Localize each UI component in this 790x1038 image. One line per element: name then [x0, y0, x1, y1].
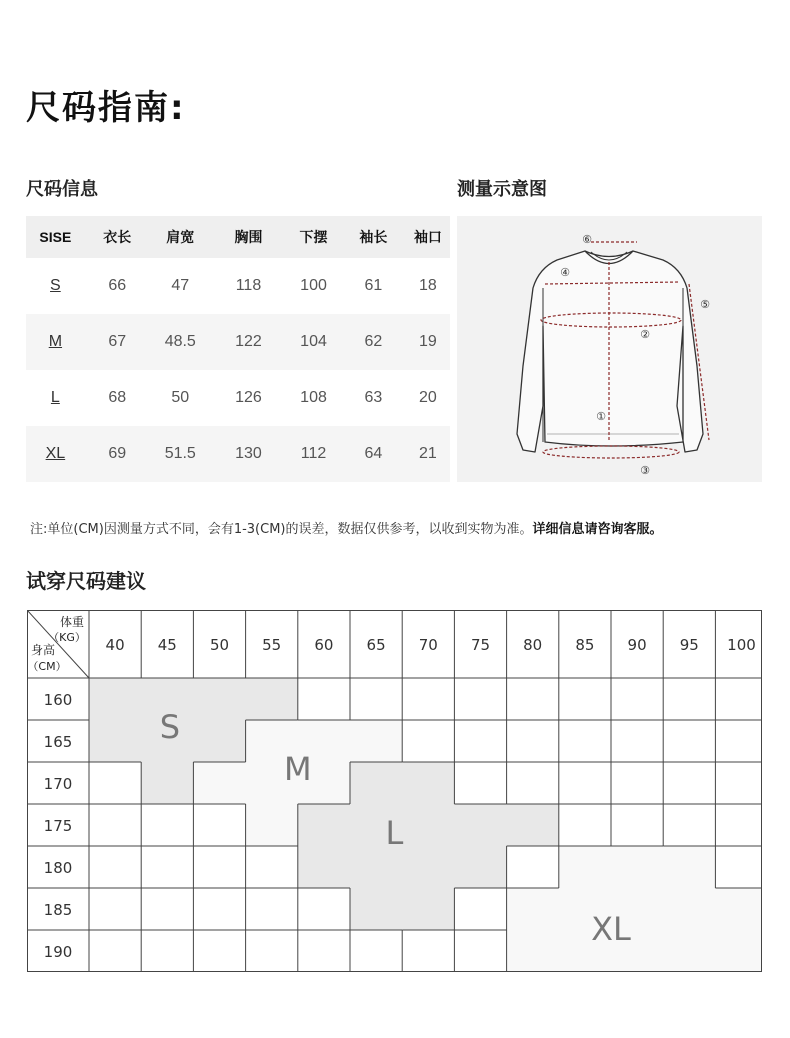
- size-cell: L: [50, 389, 60, 406]
- corner-height-label: 身高: [30, 643, 56, 657]
- height-label: 190: [43, 943, 73, 961]
- marker-6: ⑥: [582, 233, 592, 246]
- marker-1: ①: [596, 410, 606, 423]
- sweater-illustration: [457, 216, 762, 482]
- table-cell: 47: [171, 277, 190, 294]
- table-cell: 19: [406, 314, 450, 370]
- size-zone-l: [350, 762, 454, 804]
- size-zone-xl: [559, 846, 716, 888]
- marker-3: ③: [640, 464, 650, 477]
- size-label-m: M: [283, 750, 312, 788]
- table-cell: 66: [108, 277, 127, 294]
- recommend-heading: 试穿尺码建议: [26, 569, 146, 593]
- size-table: [26, 216, 450, 482]
- table-cell: 18: [419, 277, 437, 294]
- weight-header: 100: [727, 636, 756, 654]
- measurement-note: [30, 518, 663, 537]
- diagram-heading: 测量示意图: [457, 179, 547, 200]
- table-cell: 21: [406, 426, 450, 482]
- weight-header: 65: [366, 636, 386, 654]
- size-label-l: L: [385, 814, 404, 852]
- size-label-xl: XL: [591, 910, 631, 948]
- height-label: 160: [43, 691, 73, 709]
- weight-header: 80: [523, 636, 543, 654]
- table-cell: 61: [364, 277, 383, 294]
- size-label-s: S: [159, 708, 181, 746]
- height-label: 175: [43, 817, 73, 835]
- recommendation-grid-svg: [27, 610, 762, 972]
- weight-header: 75: [470, 636, 491, 654]
- marker-4: ④: [560, 266, 570, 279]
- marker-5: ⑤: [700, 298, 710, 311]
- weight-header: 55: [262, 636, 282, 654]
- table-cell: 50: [171, 389, 190, 406]
- size-cell: M: [26, 314, 85, 370]
- size-zone-m: [246, 720, 403, 762]
- column-header: 胸围: [211, 216, 287, 258]
- weight-header: 90: [627, 636, 647, 654]
- size-zone-l: [350, 888, 454, 930]
- corner-weight-label: 体重: [59, 615, 85, 629]
- table-cell: 100: [300, 277, 327, 294]
- table-cell: 51.5: [150, 426, 211, 482]
- height-label: 180: [43, 859, 73, 877]
- size-zone-l: [298, 846, 507, 888]
- column-header: 肩宽: [150, 216, 211, 258]
- column-header: 下摆: [286, 216, 341, 258]
- weight-header: 70: [418, 636, 438, 654]
- size-zone-xl: [507, 888, 762, 930]
- size-zone-m: [246, 804, 298, 846]
- weight-header: 50: [209, 636, 230, 654]
- table-row: [26, 314, 450, 370]
- table-cell: 112: [286, 426, 341, 482]
- table-cell: 130: [211, 426, 287, 482]
- table-cell: 64: [341, 426, 406, 482]
- size-zone-s: [141, 762, 193, 804]
- weight-header: 40: [105, 636, 125, 654]
- table-cell: 48.5: [150, 314, 211, 370]
- table-cell: 104: [286, 314, 341, 370]
- page-title: 尺码指南:: [26, 88, 186, 128]
- table-row: [26, 258, 450, 314]
- weight-header: 95: [679, 636, 699, 654]
- table-cell: 20: [419, 389, 437, 406]
- size-recommendation-grid: [27, 610, 762, 972]
- note-emphasis: 详细信息请咨询客服。: [532, 522, 663, 537]
- sweater-body: [517, 251, 703, 452]
- size-zone-l: [298, 804, 559, 846]
- weight-header: 85: [575, 636, 595, 654]
- table-header-row: [26, 216, 450, 258]
- table-cell: 108: [300, 389, 327, 406]
- size-zone-xl: [507, 930, 762, 972]
- table-cell: 69: [85, 426, 150, 482]
- weight-header: 60: [314, 636, 334, 654]
- table-cell: 63: [364, 389, 383, 406]
- column-header: SISE: [26, 216, 85, 258]
- table-row: [26, 426, 450, 482]
- size-cell: S: [50, 277, 61, 294]
- corner-height-unit: （CM）: [27, 660, 67, 673]
- corner-weight-unit: （KG）: [48, 631, 86, 644]
- table-cell: 118: [235, 277, 262, 294]
- weight-header: 45: [157, 636, 177, 654]
- table-cell: 68: [108, 389, 127, 406]
- height-label: 165: [43, 733, 73, 751]
- table-cell: 67: [85, 314, 150, 370]
- height-label: 170: [43, 775, 73, 793]
- measurement-diagram: [457, 216, 762, 482]
- table-cell: 62: [341, 314, 406, 370]
- note-text: 注:单位(CM)因测量方式不同，会有1-3(CM)的误差，数据仅供参考，以收到实物为准。: [30, 522, 533, 537]
- column-header: 袖口: [406, 216, 450, 258]
- size-zone-m: [193, 762, 350, 804]
- column-header: 衣长: [85, 216, 150, 258]
- hem-line: [543, 446, 679, 458]
- table-cell: 122: [211, 314, 287, 370]
- marker-2: ②: [640, 328, 650, 341]
- size-cell: XL: [26, 426, 85, 482]
- table-cell: 126: [235, 389, 262, 406]
- size-zone-s: [89, 678, 298, 720]
- table-row: [26, 370, 450, 426]
- column-header: 袖长: [341, 216, 406, 258]
- size-info-heading: 尺码信息: [26, 179, 98, 200]
- height-label: 185: [43, 901, 73, 919]
